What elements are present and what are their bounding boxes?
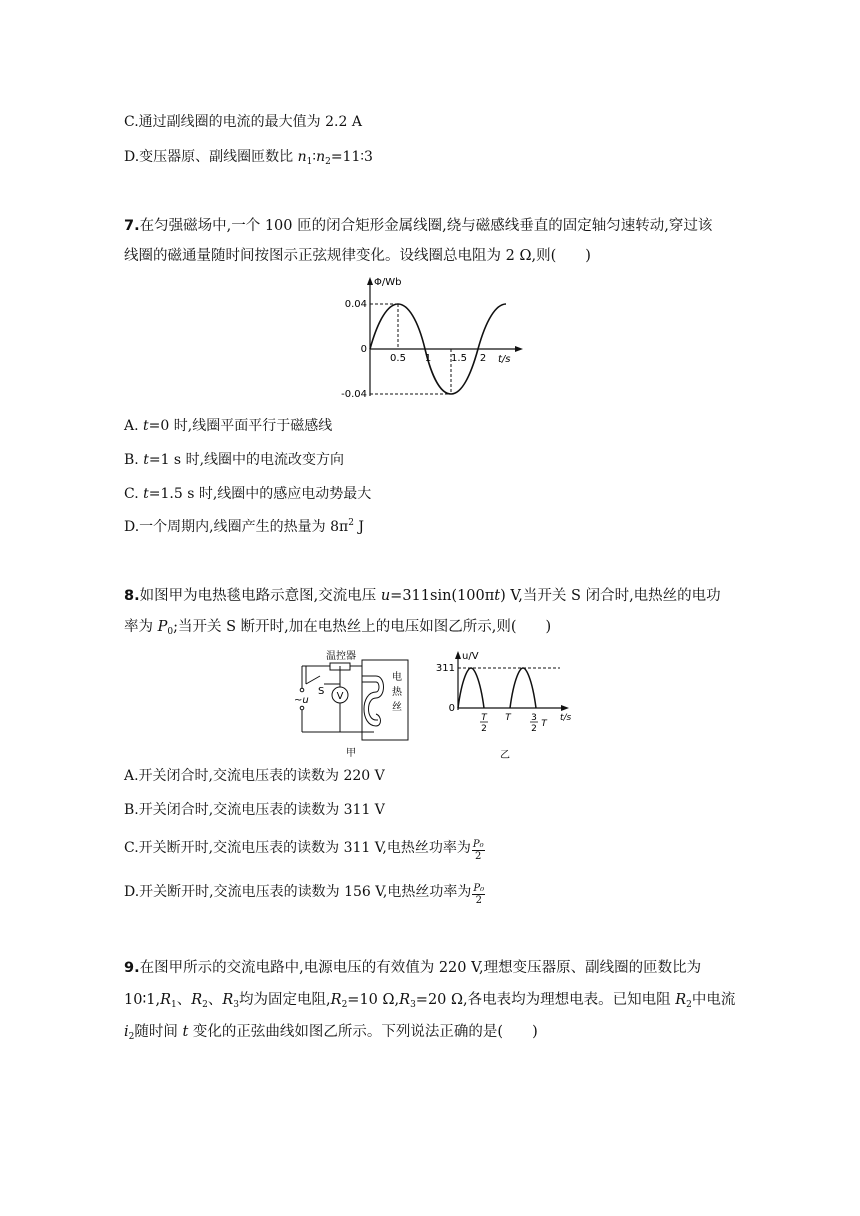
- q7-option-d: D.一个周期内,线圈产生的热量为 $8\pi^2$ J: [124, 518, 364, 535]
- x-axis-arrow: [561, 705, 569, 711]
- figure-caption-yi: 乙: [500, 750, 510, 761]
- q6-option-c: C.通过副线圈的电流的最大值为 2.2 A: [124, 114, 362, 130]
- source-label: ~u: [294, 695, 309, 706]
- fraction-p0-over-2: $\frac{\text{P₀}}{2}$: [473, 883, 485, 906]
- thermostat-label: 温控器: [326, 651, 356, 662]
- voltmeter-label: V: [336, 691, 344, 702]
- heater-char-3: 丝: [392, 702, 402, 713]
- half-wave-2: [510, 668, 536, 708]
- q7-option-b: B. t=1 s 时,线圈中的电流改变方向: [124, 452, 345, 468]
- ytick-0: 0: [448, 703, 455, 714]
- q7-number: 7.: [124, 218, 140, 234]
- xtick-T: T: [505, 713, 511, 723]
- y-axis-arrow: [455, 651, 461, 659]
- xtick-1.5: 1.5: [451, 353, 467, 364]
- fraction-p0-over-2: $\frac{\text{P₀}}{2}$: [472, 839, 484, 862]
- switch-label: S: [318, 686, 325, 697]
- heater-char-1: 电: [392, 672, 402, 683]
- q8-option-a: A.开关闭合时,交流电压表的读数为 220 V: [124, 768, 385, 784]
- q7-stem-line1: 7.在匀强磁场中,一个 100 匝的闭合矩形金属线圈,绕与磁感线垂直的固定轴匀速转动,穿过该: [124, 218, 713, 234]
- x-axis-label: t/s: [560, 713, 572, 723]
- xtick-3half-num: 3: [531, 713, 537, 723]
- figure-caption-jia: 甲: [346, 748, 356, 759]
- q8-number: 8.: [124, 588, 140, 604]
- heater-char-2: 热: [392, 687, 402, 698]
- q9-stem-line3: $i_2$随时间 t 变化的正弦曲线如图乙所示。下列说法正确的是( ): [124, 1024, 538, 1042]
- q9-stem-line1: 9.在图甲所示的交流电路中,电源电压的有效值为 220 V,理想变压器原、副线圈的匝数比为: [124, 960, 702, 976]
- q8-option-d: D.开关断开时,交流电压表的读数为 156 V,电热丝功率为 $\frac{\text{P₀}}{2}$: [124, 883, 485, 906]
- switch-s: [306, 676, 320, 684]
- q6-option-d: D.变压器原、副线圈匝数比 $n_1∶n_2=11∶3$: [124, 149, 373, 167]
- q7-flux-graph: [336, 274, 526, 400]
- ytick-311: 311: [435, 663, 455, 674]
- q8-stem-line2: 率为 $P_0$;当开关 S 断开时,加在电热丝上的电压如图乙所示,则( ): [124, 619, 552, 637]
- ytick-0: 0: [360, 344, 367, 355]
- q8-circuit-figure: [290, 646, 420, 758]
- half-wave-1: [458, 668, 484, 708]
- q7-option-c: C. t=1.5 s 时,线圈中的感应电动势最大: [124, 486, 372, 502]
- q8-stem-line1: 8.如图甲为电热毯电路示意图,交流电压 u=311sin(100πt) V,当开关 S 闭合时,电热丝的电功: [124, 588, 721, 604]
- q8-option-b: B.开关闭合时,交流电压表的读数为 311 V: [124, 802, 385, 818]
- ytick-neg-0.04: -0.04: [341, 389, 367, 400]
- q9-stem-line2: $10∶1,R_1$、$R_2$、$R_3$均为固定电阻$,R_2=10$ $\Omega,R_3=20$ Ω,各电表均为理想电表。已知电阻 $R_2$中电流: [124, 992, 736, 1010]
- q8-voltage-graph: [435, 648, 580, 761]
- q7-option-a: A. t=0 时,线圈平面平行于磁感线: [124, 418, 333, 434]
- xtick-2: 2: [479, 353, 487, 364]
- y-axis-label: Φ/Wb: [374, 277, 402, 288]
- xtick-3half-den: 2: [531, 724, 537, 734]
- xtick-half-T-num: T: [481, 713, 487, 723]
- q9-number: 9.: [124, 960, 140, 976]
- xtick-half-T-den: 2: [481, 724, 487, 734]
- heater-wire: [362, 676, 384, 740]
- q7-stem-line2: 线圈的磁通量随时间按图示正弦规律变化。设线圈总电阻为 2 Ω,则( ): [124, 248, 591, 264]
- q8-option-c: C.开关断开时,交流电压表的读数为 311 V,电热丝功率为 $\frac{\text{P₀}}{2}$: [124, 839, 484, 862]
- x-axis-label: t/s: [498, 354, 511, 365]
- ytick-0.04: 0.04: [344, 299, 367, 310]
- y-axis-arrow: [367, 277, 373, 285]
- xtick-0.5: 0.5: [390, 353, 406, 364]
- y-axis-label: u/V: [462, 651, 479, 662]
- xtick-1: 1: [424, 353, 432, 364]
- xtick-3half-T: T: [541, 719, 547, 729]
- x-axis-arrow: [515, 346, 523, 352]
